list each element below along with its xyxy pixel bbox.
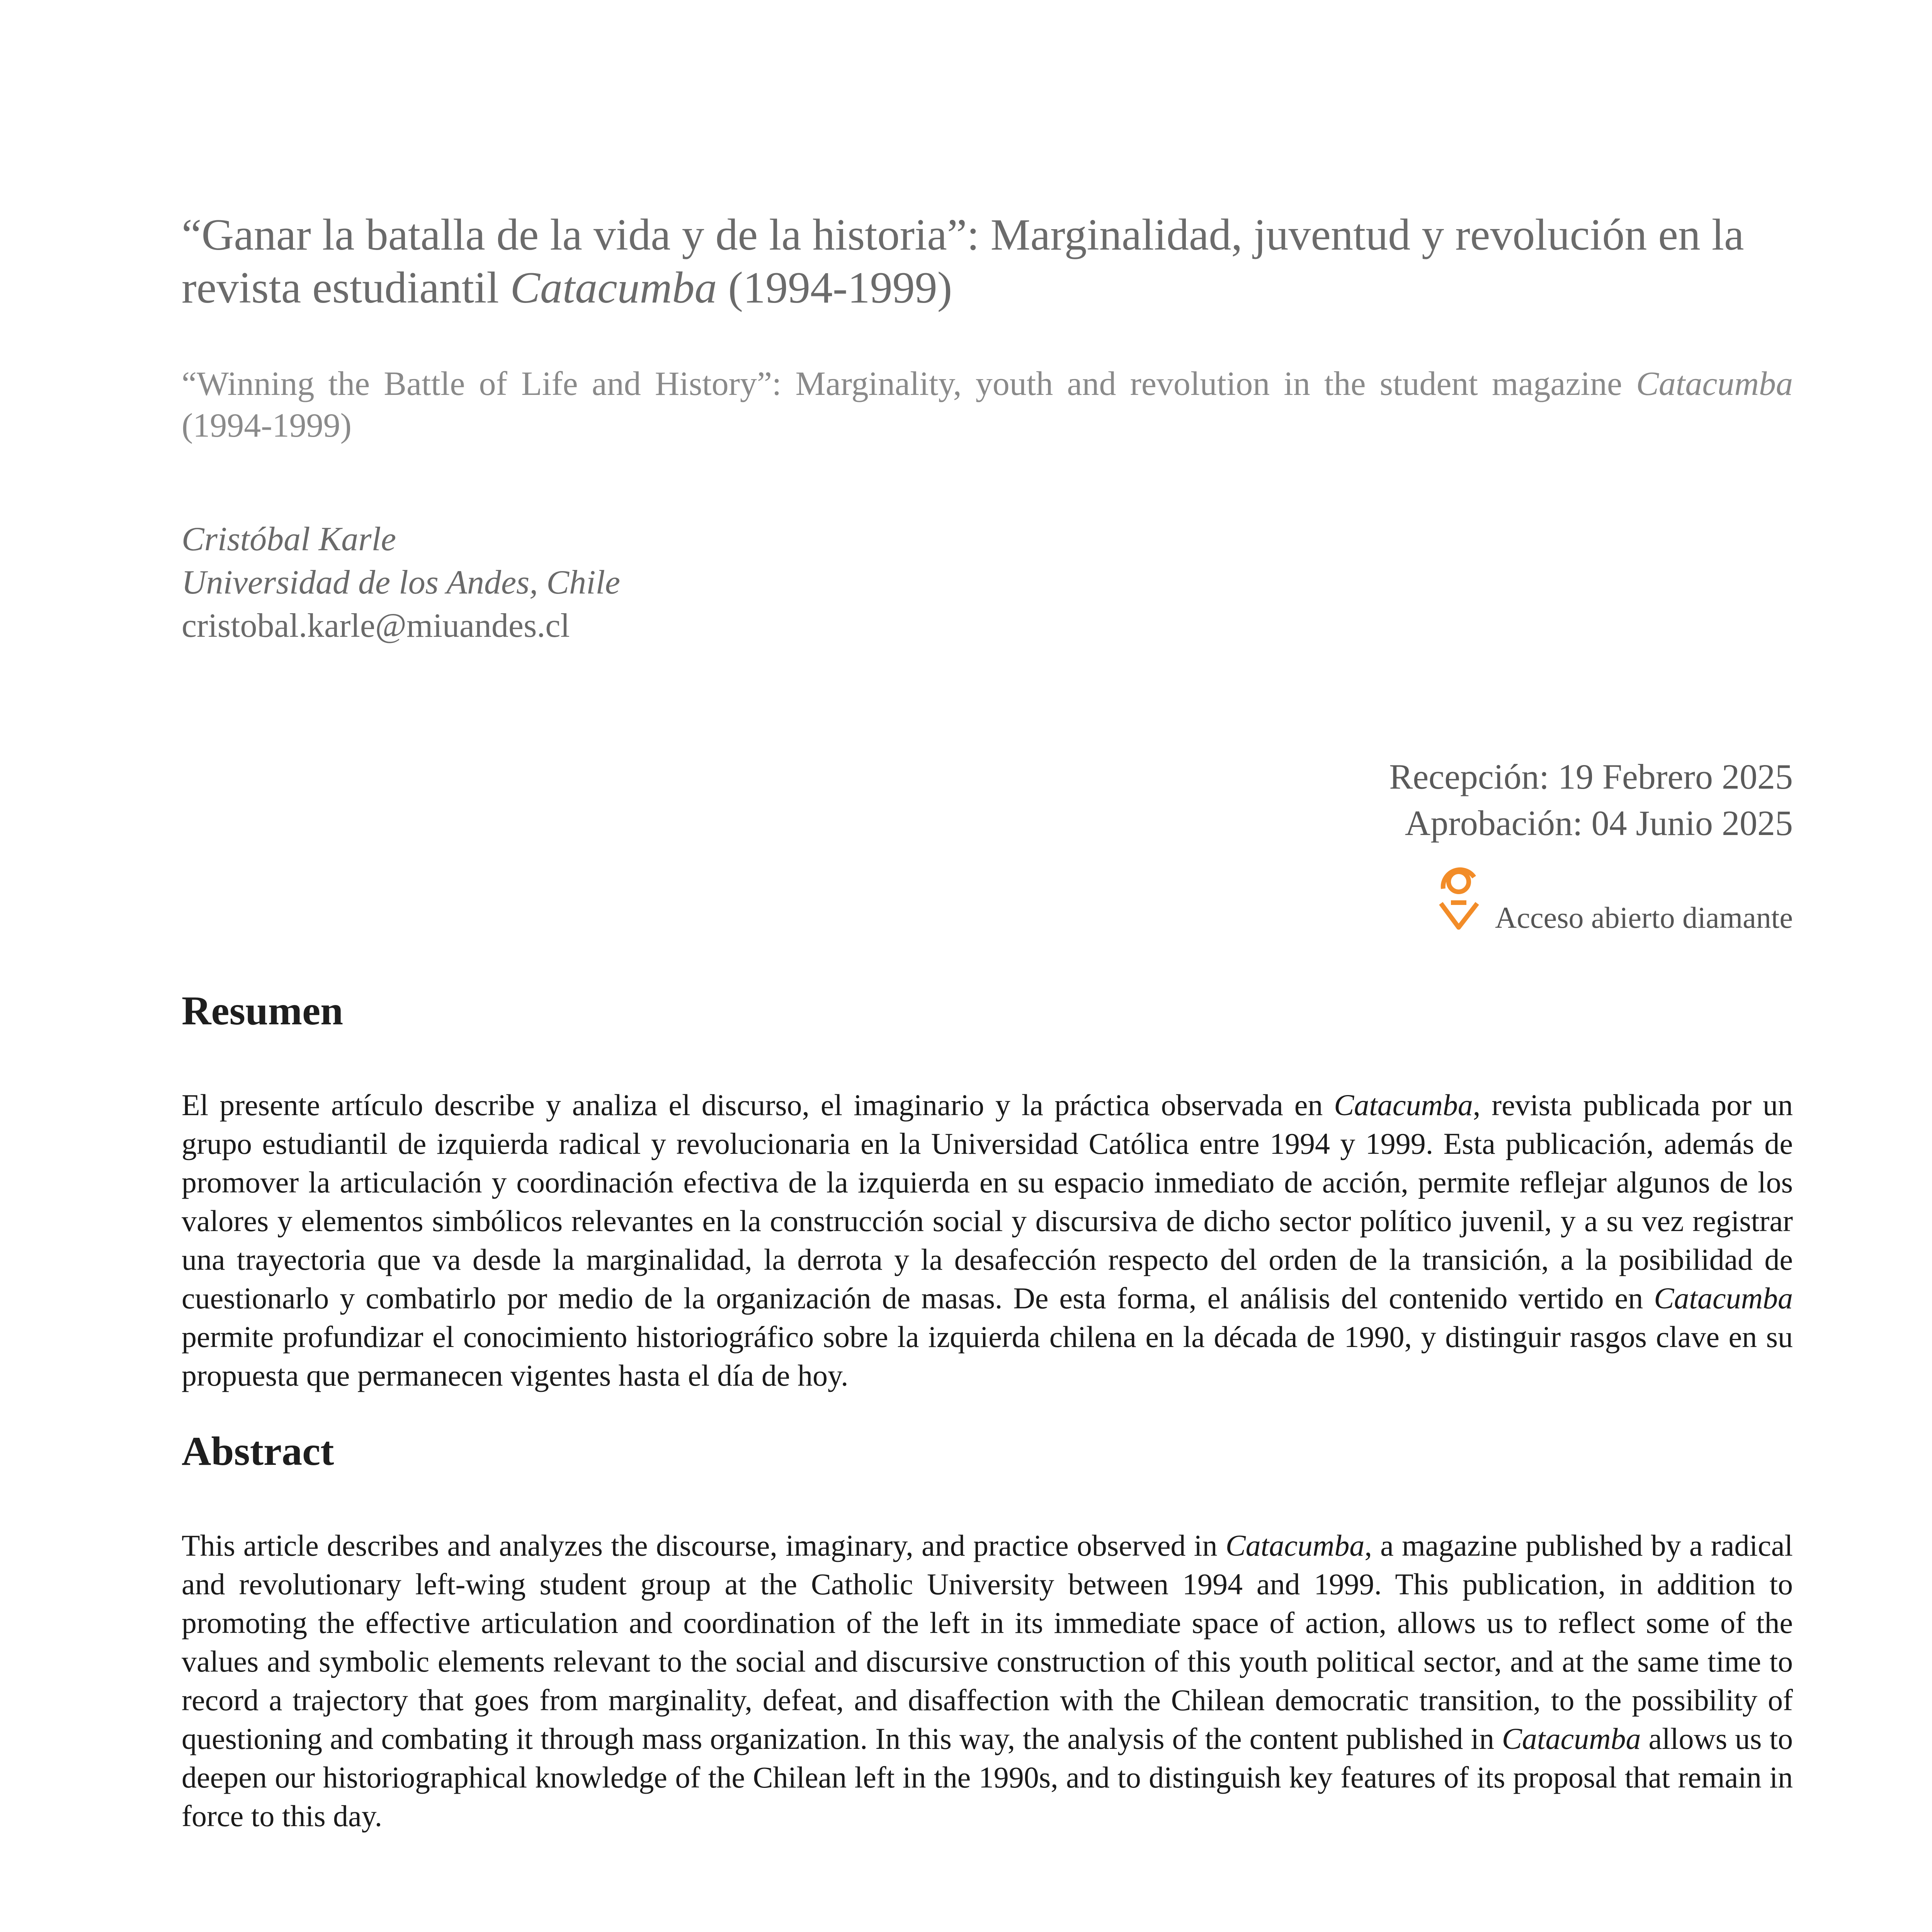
resumen-italic-1: Catacumba xyxy=(1334,1088,1473,1122)
resumen-text-2: , revista publicada por un grupo estudiantil de izquierda radical y revolucionaria en la Universidad Católica entre 1994 y 1999. Esta publicación, además de promover la articulación y coordinación efectiva de la izquierda en su espacio inmediato de acción, permite reflejar algunos de los valores y elementos simbólicos relevantes en la construcción social y discursiva de dicho sector político juvenil, y a su vez registrar una trayectoria que va desde la marginalidad, la derrota y la desafección respecto del orden de la transición, a la posibilidad de cuestionarlo y combatirlo por medio de la organización de masas. De esta forma, el análisis del contenido vertido en xyxy=(182,1088,1793,1315)
title-tail: (1994-1999) xyxy=(717,263,952,313)
abstract-text-1: This article describes and analyzes the discourse, imaginary, and practice observed in xyxy=(182,1529,1226,1562)
abstract-text-2: , a magazine published by a radical and revolutionary left-wing student group at the Catholic University between 1994 and 1999. This publication, in addition to promoting the effective articulation and coordination of the left in its immediate space of action, allows us to reflect some of the values and symbolic elements relevant to the social and discursive construction of this youth political sector, and at the same time to record a trajectory that goes from marginality, defeat, and disaffection with the Chilean democratic transition, to the possibility of questioning and combating it through mass organization. In this way, the analysis of the content published in xyxy=(182,1529,1793,1755)
article-subtitle xyxy=(182,363,1793,447)
author-email[interactable]: cristobal.karle@miuandes.cl xyxy=(182,607,570,645)
abstract-paragraph xyxy=(182,1526,1793,1835)
resumen-italic-2: Catacumba xyxy=(1654,1281,1793,1315)
subtitle-text: “Winning the Battle of Life and History”: Marginality, youth and revolution in the student magazine xyxy=(182,365,1636,403)
diamond-open-access-icon xyxy=(1435,866,1486,935)
subtitle-italic: Catacumba xyxy=(1636,365,1793,403)
dates-block xyxy=(1389,753,1793,846)
author-block xyxy=(182,518,620,648)
abstract-text-3: allows us to deepen our historiographical knowledge of the Chilean left in the 1990s, and to distinguish key features of its proposal that remain in force to this day. xyxy=(182,1722,1793,1833)
resumen-text-1: El presente artículo describe y analiza el discurso, el imaginario y la práctica observada en xyxy=(182,1088,1334,1122)
article-title xyxy=(182,209,1793,315)
abstract-italic-1: Catacumba xyxy=(1225,1529,1365,1562)
received-date: Recepción: 19 Febrero 2025 xyxy=(1389,757,1793,796)
subtitle-tail: (1994-1999) xyxy=(182,407,352,444)
abstract-heading: Abstract xyxy=(182,1429,334,1474)
access-badge xyxy=(1435,866,1793,935)
resumen-text-3: permite profundizar el conocimiento historiográfico sobre la izquierda chilena en la década de 1990, y distinguir rasgos clave en su propuesta que permanecen vigentes hasta el día de hoy. xyxy=(182,1320,1793,1392)
abstract-italic-2: Catacumba xyxy=(1502,1722,1641,1755)
resumen-heading: Resumen xyxy=(182,988,344,1033)
resumen-paragraph xyxy=(182,1086,1793,1395)
approved-date: Aprobación: 04 Junio 2025 xyxy=(1405,803,1793,843)
author-affiliation: Universidad de los Andes, Chile xyxy=(182,564,620,601)
title-text: “Ganar la batalla de la vida y de la historia”: Marginalidad, juventud y revolución en la revista estudiantil xyxy=(182,210,1744,313)
access-label: Acceso abierto diamante xyxy=(1495,901,1793,934)
title-italic: Catacumba xyxy=(510,263,717,313)
author-name: Cristóbal Karle xyxy=(182,520,396,558)
